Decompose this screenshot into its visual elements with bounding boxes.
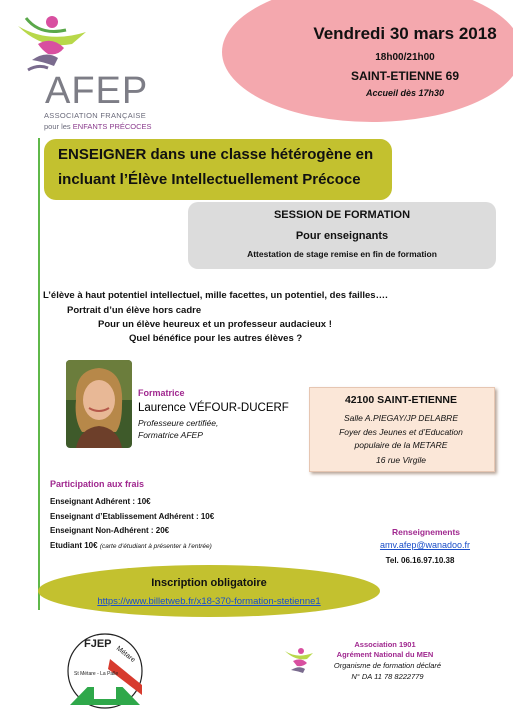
logo-name: AFEP (45, 70, 149, 112)
event-date: Vendredi 30 mars 2018 (313, 24, 497, 43)
venue-city: 42100 SAINT-ETIENNE (344, 394, 458, 406)
venue-room: Salle A.PIEGAY/JP DELABRE (343, 413, 458, 423)
title-line-2: incluant l’Élève Intellectuellement Précoce (58, 171, 361, 188)
association-type: Association 1901 (354, 640, 416, 649)
trainer-role: Formatrice AFEP (138, 430, 203, 440)
trainer-label: Formatrice (138, 388, 185, 398)
green-vertical-rule (38, 138, 40, 610)
fjep-text: FJEP (84, 638, 112, 650)
fee-item: Enseignant d’Etablissement Adhérent : 10€ (50, 512, 215, 521)
event-hours: 18h00/21h00 (375, 52, 435, 63)
trainer-photo (66, 360, 132, 448)
registration-link[interactable]: https://www.billetweb.fr/x18-370-formation-stetienne1 (97, 596, 321, 607)
afep-small-logo-icon (283, 643, 323, 683)
fjep-logo-icon (60, 625, 150, 713)
contact-phone: Tel. 06.16.97.10.38 (385, 556, 455, 565)
association-number: N° DA 11 78 8222779 (351, 672, 424, 681)
fjep-side-text: Métare (114, 645, 137, 664)
intro-line: L’élève à haut potentiel intellectuel, mille facettes, un potentiel, des failles…. (43, 290, 388, 301)
title-line-1: ENSEIGNER dans une classe hétérogène en (58, 146, 374, 163)
intro-line: Quel bénéfice pour les autres élèves ? (129, 333, 303, 344)
association-training-org: Organisme de formation déclaré (333, 661, 442, 670)
logo-subtitle-2 (44, 122, 152, 131)
contact-email-link[interactable]: amv.afep@wanadoo.fr (379, 540, 471, 550)
logo-subtitle-emph: ENFANTS PRÉCOCES (72, 122, 152, 131)
fjep-bottom-text: St Métare - La Palle (74, 671, 119, 677)
fee-item: Enseignant Non-Adhérent : 20€ (50, 526, 170, 535)
trainer-name: Laurence VÉFOUR-DUCERF (138, 402, 289, 414)
session-audience: Pour enseignants (295, 230, 389, 242)
student-note: (carte d’étudiant à présenter à l’entrée) (99, 543, 212, 550)
session-note: Attestation de stage remise en fin de formation (247, 249, 437, 259)
fee-item-student (50, 541, 212, 550)
fee-item: Enseignant Adhérent : 10€ (50, 497, 151, 506)
venue-street: 16 rue Virgile (376, 455, 426, 465)
trainer-role: Professeure certifiée, (138, 418, 219, 428)
session-heading: SESSION DE FORMATION (273, 209, 411, 221)
association-approval: Agrément National du MEN (336, 650, 434, 659)
fees-title: Participation aux frais (50, 479, 145, 489)
intro-line: Pour un élève heureux et un professeur audacieux ! (98, 319, 332, 330)
venue-line: Foyer des Jeunes et d’Education (339, 427, 463, 437)
fee-item: Etudiant 10€ (50, 541, 98, 550)
logo-subtitle: ASSOCIATION FRANÇAISE (44, 111, 147, 120)
intro-line: Portrait d’un élève hors cadre (67, 305, 202, 316)
logo-subtitle-prefix: pour les (44, 122, 73, 131)
venue-line: populaire de la METARE (354, 440, 448, 450)
registration-ellipse (38, 565, 380, 617)
contact-label: Renseignements (391, 527, 461, 537)
event-welcome: Accueil dès 17h30 (365, 88, 445, 98)
event-city: SAINT-ETIENNE 69 (350, 69, 460, 83)
registration-label: Inscription obligatoire (151, 577, 267, 589)
